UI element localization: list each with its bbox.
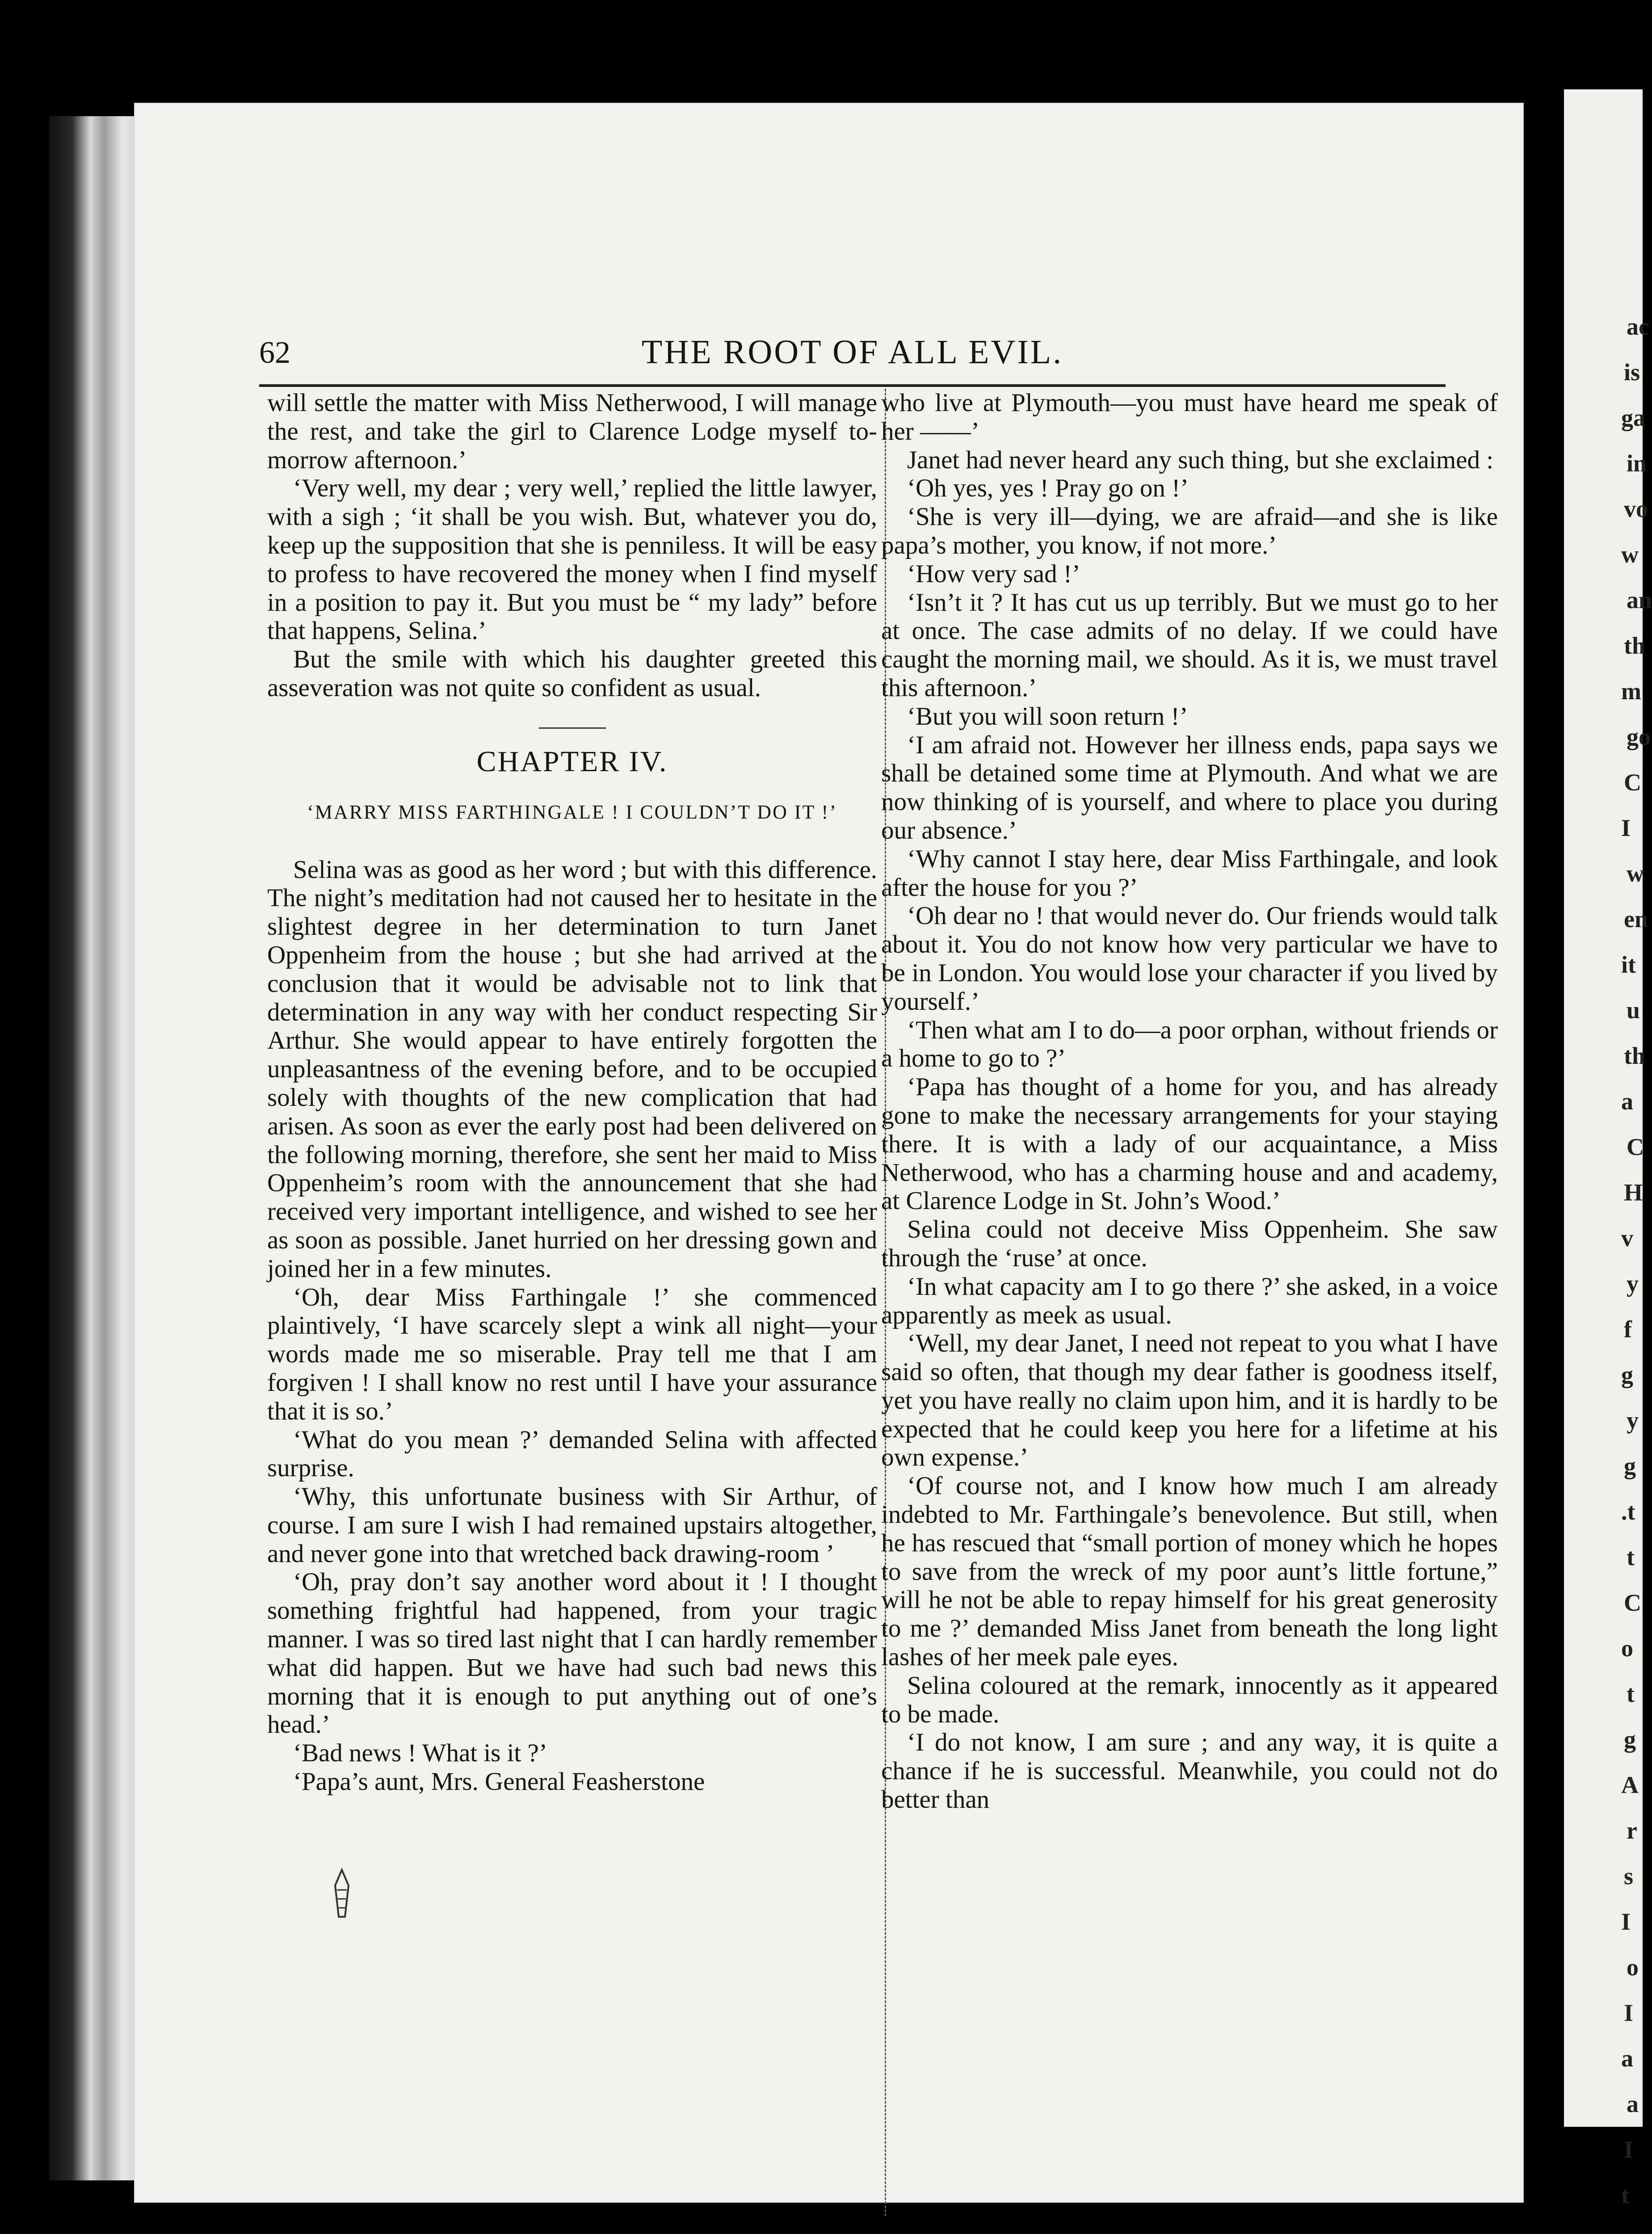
ink-mark-icon [331,1868,353,1921]
paragraph: ‘Well, my dear Janet, I need not repeat to you what I have said so often, that though my dear father is goodness itself, yet you have really no claim upon him, and it is hardly to be expected that he could keep you here for a lifetime at his own expense.’ [881,1329,1498,1472]
fragment-text: it [1621,951,1636,978]
fragment-text: g [1621,1361,1633,1388]
fragment-text: w [1627,860,1644,887]
paragraph: ‘In what capacity am I to go there ?’ she asked, in a voice apparently as meek as usual. [881,1272,1498,1329]
fragment-text: H [1624,1179,1643,1206]
paragraph: ‘Why cannot I stay here, dear Miss Farthingale, and look after the house for you ?’ [881,844,1498,902]
paragraph: ‘Why, this unfortunate business with Sir Arthur, of course. I am sure I wish I had remained upstairs altogether, and never gone into that wretched back drawing-room ’ [267,1482,877,1568]
fragment-text: th [1624,632,1646,659]
fragment-text: s [1624,1863,1634,1890]
fragment-text: a [1627,2091,1639,2117]
book-spine-edge [49,116,141,2180]
fragment-text: t [1627,1680,1635,1707]
paragraph: ‘I am afraid not. However her illness ends, papa says we shall be detained some time at Plymouth. And what we are now thinking of is yourself, and where to place you during our absence.’ [881,731,1498,844]
fragment-text: C [1627,1134,1644,1160]
fragment-text: o [1627,1954,1639,1981]
chapter-subtitle: ‘MARRY MISS FARTHINGALE ! I COULDN’T DO IT !’ [307,801,837,823]
fragment-text: w [1621,541,1639,568]
fragment-text: t [1627,1544,1635,1571]
paragraph: ‘Very well, my dear ; very well,’ replied the little lawyer, with a sigh ; ‘it shall be you wish. But, whatever you do, keep up the supposition that she is penniless. It will be easy to profess to have recovered the money when I find myself in a position to pay it. But you must be “ my lady” before that happens, Selina.’ [267,474,877,645]
chapter-title: CHAPTER IV. [476,745,668,778]
fragment-text: I [1624,2136,1634,2163]
fragment-text: is [1624,359,1640,386]
fragment-text: go [1627,723,1651,750]
fragment-text: a [1621,2045,1633,2072]
chapter-separator [539,727,606,729]
fragment-text: g [1624,1453,1636,1479]
fragment-text: en [1624,906,1648,932]
paragraph: will settle the matter with Miss Netherwood, I will manage the rest, and take the girl to Clarence Lodge myself to-morrow afternoon.’ [267,389,877,474]
fragment-text: ac [1627,313,1649,340]
running-title: THE ROOT OF ALL EVIL. [641,333,1064,371]
fragment-text: th [1624,1042,1646,1069]
paragraph: who live at Plymouth—you must have heard me speak of her ——’ [881,389,1498,445]
fragment-text: an [1627,587,1652,613]
fragment-text: in [1627,450,1647,477]
paragraph: ‘Papa’s aunt, Mrs. General Feasherstone [293,1768,705,1796]
paragraph: ‘Oh, dear Miss Farthingale !’ she commenced plaintively, ‘I have scarcely slept a wink all night—your words made me so miserable. Pray tell me that I am forgiven ! I shall know no rest until I have your assurance that it is so.’ [267,1283,877,1425]
header-rule [259,384,1446,387]
fragment-text: I [1621,1908,1631,1935]
adjacent-page-fragment [1564,89,1652,2209]
fragment-text: o [1621,1635,1633,1662]
fragment-text: a [1621,1088,1633,1115]
fragment-text: A [1621,1772,1639,1798]
paragraph: ‘Oh dear no ! that would never do. Our friends would talk about it. You do not know how very particular we have to be in London. You would lose your character if you lived by yourself.’ [881,902,1498,1016]
fragment-text: t [1621,2182,1629,2209]
paragraph: ‘What do you mean ?’ demanded Selina with affected surprise. [267,1425,877,1482]
paragraph: ‘Bad news ! What is it ?’ [293,1739,547,1768]
fragment-text: v [1621,1225,1633,1251]
page-number: 62 [259,336,290,370]
fragment-text: .t [1621,1498,1635,1525]
fragment-text: y [1627,1407,1639,1434]
paragraph: Selina could not deceive Miss Oppenheim. She saw through the ‘ruse’ at once. [881,1215,1498,1272]
paragraph: ‘But you will soon return !’ [907,702,1188,731]
fragment-text: C [1624,769,1641,796]
fragment-text: I [1624,1999,1634,2026]
paragraph: ‘Oh yes, yes ! Pray go on !’ [907,474,1189,503]
fragment-text: m [1621,678,1641,705]
fragment-text: u [1627,997,1640,1024]
paragraph: ‘Then what am I to do—a poor orphan, without friends or a home to go to ?’ [881,1016,1498,1073]
fragment-text: y [1627,1270,1639,1297]
fragment-text: r [1627,1817,1637,1844]
paragraph: ‘How very sad !’ [907,559,1080,588]
fragment-text: vo [1624,496,1648,522]
paragraph: ‘She is very ill—dying, we are afraid—and she is like papa’s mother, you know, if not more.’ [881,503,1498,559]
right-column [881,389,1498,1814]
fragment-text: ga [1621,404,1645,431]
fragment-text: g [1624,1726,1636,1753]
left-column [267,389,877,1796]
paragraph: Selina coloured at the remark, innocently as it appeared to be made. [881,1671,1498,1728]
fragment-text: C [1624,1589,1641,1616]
paragraph: ‘Of course not, and I know how much I am already indebted to Mr. Farthingale’s benevolence. But still, when he has rescued that “small portion of money which he hopes to save from the wreck of my poor aunt’s little fortune,” will he not be able to repay himself for his great generosity to me ?’ demanded Miss Janet from beneath the long light lashes of her meek pale eyes. [881,1472,1498,1671]
paragraph: ‘Papa has thought of a home for you, and has already gone to make the necessary arrangements for your staying there. It is with a lady of our acquaintance, a Miss Netherwood, who has a charming house and and academy, at Clarence Lodge in St. John’s Wood.’ [881,1073,1498,1215]
paragraph: But the smile with which his daughter greeted this asseveration was not quite so confident as usual. [267,645,877,702]
fragment-text: I [1621,815,1631,841]
paragraph: ‘Oh, pray don’t say another word about it ! I thought something frightful had happened, from your tragic manner. I was so tired last night that I can hardly remember what did happen. But we have had such bad news this morning that it is enough to put anything out of one’s head.’ [267,1568,877,1739]
fragment-text: f [1624,1316,1632,1343]
book-page [134,103,1524,2203]
paragraph: Janet had never heard any such thing, but she exclaimed : [907,445,1494,474]
paragraph: ‘Isn’t it ? It has cut us up terribly. But we must go to her at once. The case admits of no delay. If we could have caught the morning mail, we should. As it is, we must travel this afternoon.’ [881,588,1498,702]
page-header [259,232,1446,371]
paragraph: ‘I do not know, I am sure ; and any way, it is quite a chance if he is successful. Meanwhile, you could not do better than [881,1728,1498,1814]
paragraph: Selina was as good as her word ; but with this difference. The night’s meditation had not caused her to hesitate in the slightest degree in her determination to turn Janet Oppenheim from the house ; but she had arrived at the conclusion that it would be advisable not to link that determination in any way with her conduct respecting Sir Arthur. She would appear to have entirely forgotten the unpleasantness of the evening before, and to be occupied solely with thoughts of the new complication that had arisen. As soon as ever the early post had been delivered on the following morning, therefore, she sent her maid to Miss Oppenheim’s room with the announcement that she had received very important intelligence, and wished to see her as soon as possible. Janet hurried on her dressing gown and joined her in a few minutes. [267,855,877,1283]
